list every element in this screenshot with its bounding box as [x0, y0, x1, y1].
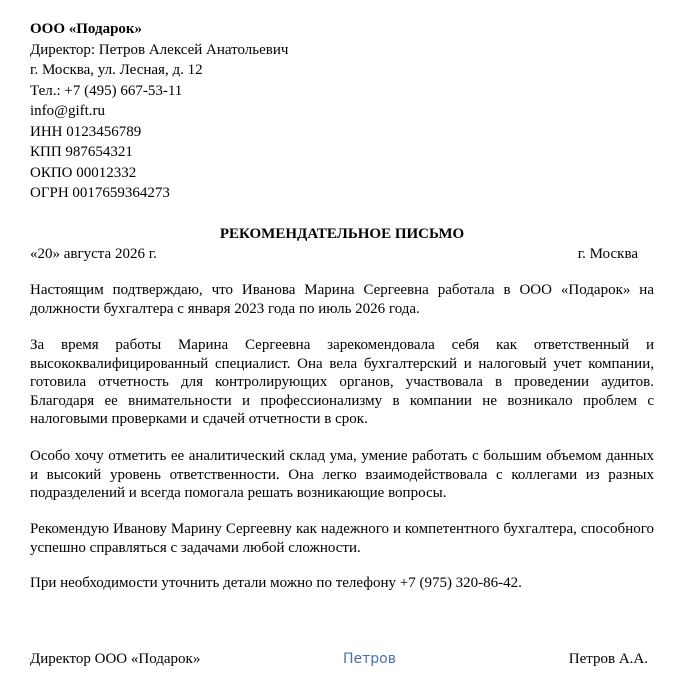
paragraph-duties: За время работы Марина Сергеевна зарекомендовала себя как ответственный и высококвалифицированный специалист. Она вела бухгалтерский и налоговый учет компании, готовила отчетность для контролирующих органов, участвовала в проведении аудитов. Благодаря ее внимательности и профессионализму в компании не возникало проблем с налоговыми проверками и сдачей отчетности в срок. [30, 337, 654, 428]
company-name: ООО «Подарок» [30, 21, 143, 37]
signer-name: Петров А.А. [568, 651, 648, 667]
letterhead [30, 19, 654, 204]
letter-date: «20» августа 2026 г. [30, 246, 157, 262]
okpo-line: ОКПО 00012332 [30, 164, 137, 181]
address-line: г. Москва, ул. Лесная, д. 12 [30, 62, 203, 78]
paragraph-recommendation: Рекомендую Иванову Марину Сергеевну как надежного и компетентного бухгалтера, способного успешно справляться с задачами любой сложности. [30, 521, 654, 556]
letter-page [30, 0, 654, 699]
letter-title: РЕКОМЕНДАТЕЛЬНОЕ ПИСЬМО [219, 226, 465, 242]
signature-row [30, 648, 654, 670]
signer-position: Директор ООО «Подарок» [30, 651, 201, 667]
date-row [30, 244, 638, 264]
phone-line: Тел.: +7 (495) 667-53-11 [30, 82, 183, 99]
paragraph-qualities: Особо хочу отметить ее аналитический склад ума, умение работать с большим объемом данных и высокий уровень ответственности. Она легко взаимодействовала с коллегами из разных подразделений и всегда помогала решать возникающие вопросы. [30, 448, 654, 502]
inn-line: ИНН 0123456789 [30, 123, 142, 140]
letter-city: г. Москва [577, 246, 638, 262]
ogrn-line: ОГРН 0017659364273 [30, 185, 170, 201]
kpp-line: КПП 987654321 [30, 144, 133, 160]
director-line: Директор: Петров Алексей Анатольевич [30, 41, 289, 58]
paragraph-contact: При необходимости уточнить детали можно по телефону +7 (975) 320-86-42. [30, 575, 522, 591]
handwritten-signature: Петров [343, 651, 396, 667]
paragraph-employment: Настоящим подтверждаю, что Иванова Марина Сергеевна работала в ООО «Подарок» на должности бухгалтера с января 2023 года по июль 2026 года. [30, 282, 654, 317]
email-line: info@gift.ru [30, 103, 106, 119]
